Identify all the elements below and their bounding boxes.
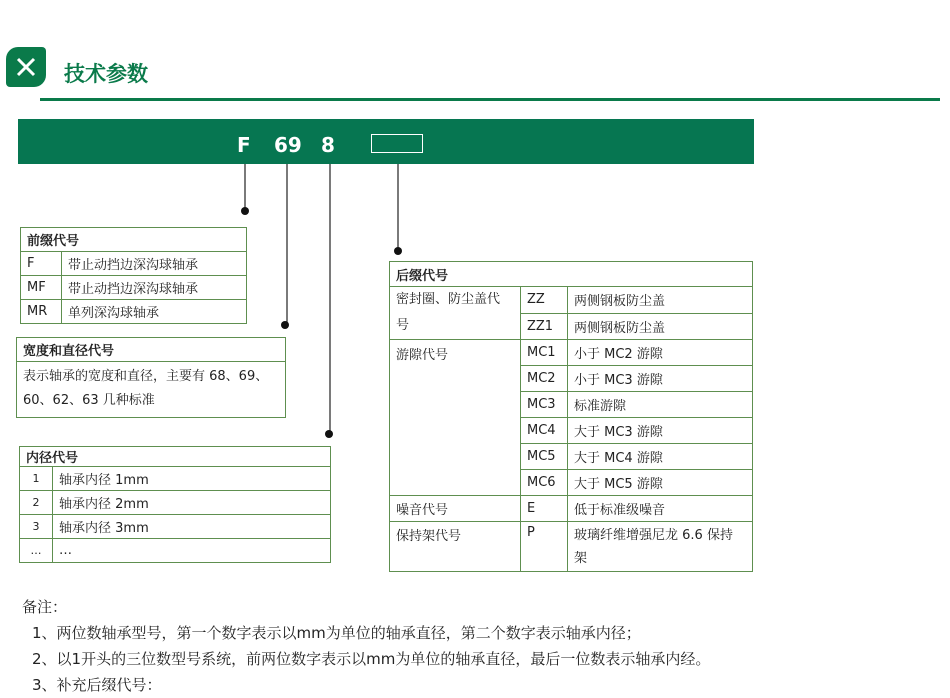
- width-dot: [281, 321, 289, 329]
- suffix-table: [389, 261, 753, 572]
- suffix-code: MC2: [521, 366, 568, 392]
- code-width-diameter: 69: [274, 133, 302, 157]
- code-inner-diameter: 8: [321, 133, 335, 157]
- suffix-code: MC4: [521, 418, 568, 444]
- suffix-code: MC3: [521, 392, 568, 418]
- inner-code: 2: [20, 491, 53, 515]
- inner-code: 1: [20, 467, 53, 491]
- table-row: [390, 340, 753, 366]
- width-desc-line: 60、62、63 几种标准: [23, 393, 155, 408]
- inner-desc: 轴承内径 3mm: [53, 515, 331, 539]
- inner-desc: 轴承内径 2mm: [53, 491, 331, 515]
- noise-group-label: 噪音代号: [390, 496, 521, 522]
- seal-label-line: 密封圈、防尘盖代: [396, 292, 501, 307]
- suffix-desc: 大于 MC4 游隙: [568, 444, 753, 470]
- prefix-code: MF: [21, 276, 62, 300]
- seal-label-line: 号: [396, 318, 410, 333]
- suffix-desc: 小于 MC3 游隙: [568, 366, 753, 392]
- prefix-table: [20, 227, 247, 324]
- table-row: [21, 252, 247, 276]
- inner-desc: 轴承内径 1mm: [53, 467, 331, 491]
- table-row: [21, 300, 247, 324]
- inner-code: 3: [20, 515, 53, 539]
- width-desc-line: 表示轴承的宽度和直径，主要有 68、69、: [23, 369, 269, 384]
- suffix-code: MC1: [521, 340, 568, 366]
- cage-desc-line: 架: [574, 551, 588, 566]
- table-row: [390, 287, 753, 314]
- table-row: [20, 467, 331, 491]
- table-row: [390, 522, 753, 572]
- suffix-code: MC6: [521, 470, 568, 496]
- suffix-code: E: [521, 496, 568, 522]
- inner-diameter-table: [19, 446, 331, 563]
- prefix-desc: 单列深沟球轴承: [62, 300, 247, 324]
- cage-desc: [568, 522, 753, 572]
- inner-table-title: 内径代号: [20, 447, 331, 467]
- suffix-dot: [394, 247, 402, 255]
- note-item: 2、以1开头的三位数型号系统，前两位数字表示以mm为单位的轴承直径，最后一位数表示轴承内经。: [32, 650, 711, 668]
- seal-group-label: [390, 287, 521, 340]
- suffix-desc: 大于 MC5 游隙: [568, 470, 753, 496]
- suffix-desc: 标准游隙: [568, 392, 753, 418]
- width-diameter-table: [16, 337, 286, 418]
- table-row: [20, 491, 331, 515]
- section-title: 技术参数: [64, 62, 148, 86]
- prefix-desc: 带止动挡边深沟球轴承: [62, 276, 247, 300]
- table-row: [21, 276, 247, 300]
- code-prefix: F: [237, 133, 251, 157]
- suffix-code: ZZ: [521, 287, 568, 314]
- note-item: 1、两位数轴承型号，第一个数字表示以mm为单位的轴承直径，第二个数字表示轴承内径；: [32, 624, 641, 642]
- inner-dot: [325, 430, 333, 438]
- suffix-code: ZZ1: [521, 313, 568, 340]
- clearance-group-label: 游隙代号: [390, 340, 521, 496]
- prefix-code: MR: [21, 300, 62, 324]
- cage-desc-line: 玻璃纤维增强尼龙 6.6 保持: [574, 528, 733, 543]
- suffix-desc: 小于 MC2 游隙: [568, 340, 753, 366]
- inner-desc: …: [53, 539, 331, 563]
- table-row: [20, 515, 331, 539]
- note-item: 3、补充后缀代号：: [32, 676, 162, 694]
- suffix-desc: 低于标准级噪音: [568, 496, 753, 522]
- width-table-desc: [17, 362, 286, 418]
- suffix-table-title: 后缀代号: [390, 262, 753, 287]
- suffix-desc: 两侧钢板防尘盖: [568, 287, 753, 314]
- prefix-desc: 带止动挡边深沟球轴承: [62, 252, 247, 276]
- cage-group-label: 保持架代号: [390, 522, 521, 572]
- table-row: [20, 539, 331, 563]
- width-table-title: 宽度和直径代号: [17, 338, 286, 362]
- suffix-code: MC5: [521, 444, 568, 470]
- inner-code: …: [20, 539, 53, 563]
- table-row: [390, 496, 753, 522]
- notes-heading: 备注：: [22, 598, 68, 616]
- notes: [22, 594, 710, 698]
- suffix-desc: 两侧钢板防尘盖: [568, 313, 753, 340]
- prefix-table-title: 前缀代号: [21, 228, 247, 252]
- prefix-dot: [241, 207, 249, 215]
- suffix-code: P: [521, 522, 568, 572]
- prefix-code: F: [21, 252, 62, 276]
- suffix-desc: 大于 MC3 游隙: [568, 418, 753, 444]
